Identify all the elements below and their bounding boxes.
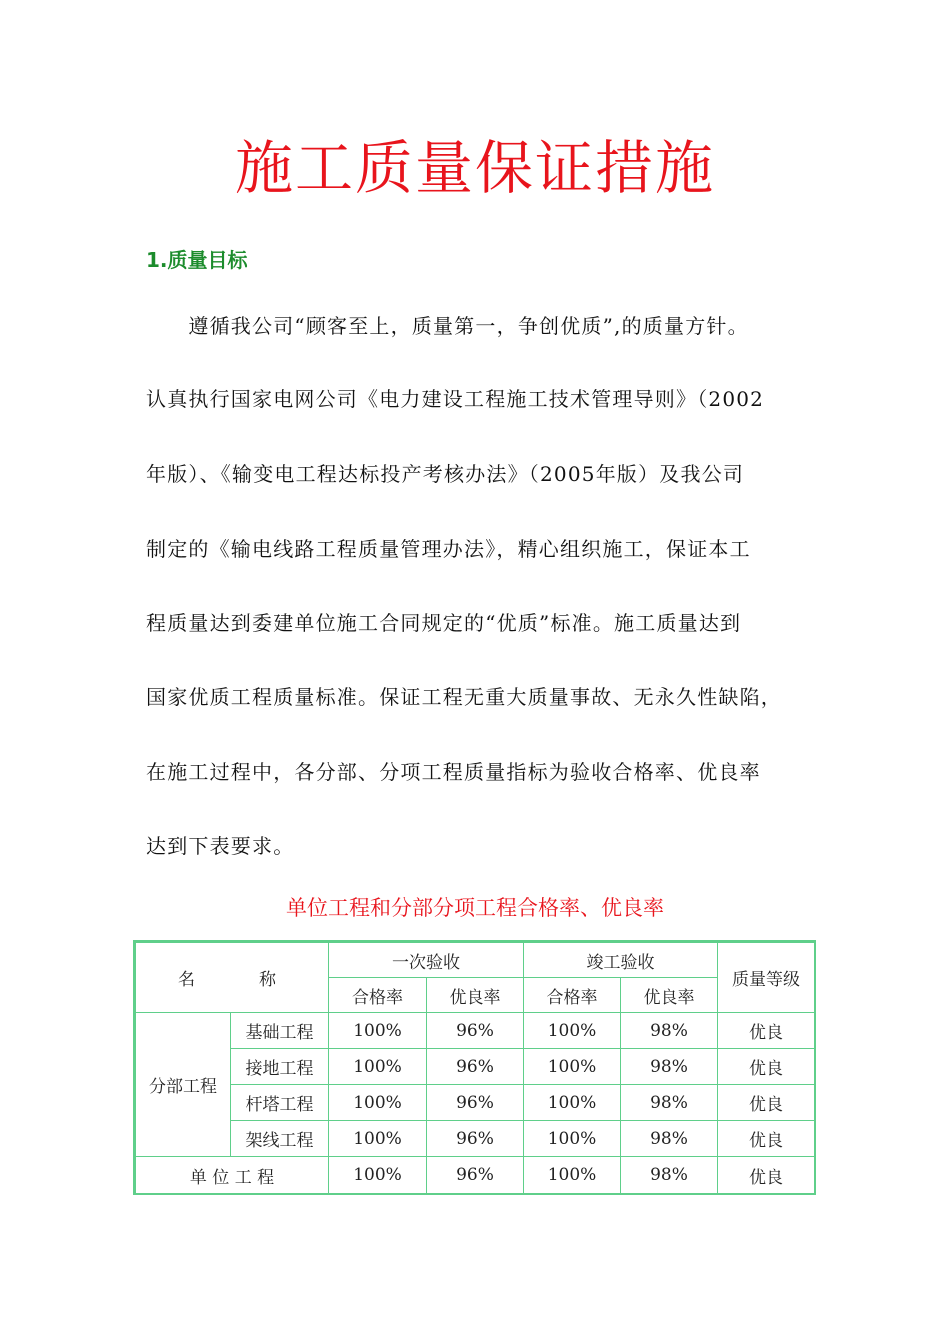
group-label: 分部工程 bbox=[136, 1013, 231, 1157]
row-name: 杆塔工程 bbox=[231, 1085, 329, 1121]
paragraph-line: 认真执行国家电网公司《电力建设工程施工技术管理导则》（2002 bbox=[146, 387, 765, 411]
table-row bbox=[136, 1085, 815, 1121]
paragraph-line: 程质量达到委建单位施工合同规定的“优质”标准。施工质量达到 bbox=[146, 611, 742, 635]
cell-grade: 优良 bbox=[718, 1085, 815, 1121]
unit-row-name: 单 位 工 程 bbox=[136, 1157, 329, 1194]
cell-grade: 优良 bbox=[718, 1157, 815, 1194]
table-row bbox=[136, 1049, 815, 1085]
row-name: 架线工程 bbox=[231, 1121, 329, 1157]
header-name: 名 称 bbox=[136, 943, 329, 1013]
header-first-inspection: 一次验收 bbox=[329, 943, 524, 978]
cell-grade: 优良 bbox=[718, 1121, 815, 1157]
section-heading: 1.质量目标 bbox=[146, 248, 248, 272]
cell-first-excellent: 96% bbox=[427, 1157, 524, 1194]
cell-final-excellent: 98% bbox=[621, 1085, 718, 1121]
cell-final-excellent: 98% bbox=[621, 1121, 718, 1157]
cell-first-excellent: 96% bbox=[427, 1085, 524, 1121]
quality-table bbox=[133, 940, 816, 1195]
header-grade: 质量等级 bbox=[718, 943, 815, 1013]
paragraph-line: 遵循我公司“顾客至上，质量第一，争创优质”,的质量方针。 bbox=[146, 314, 749, 338]
table-row bbox=[136, 1121, 815, 1157]
cell-final-pass: 100% bbox=[524, 1157, 621, 1194]
paragraph-line: 年版）、《输变电工程达标投产考核办法》（2005年版）及我公司 bbox=[146, 462, 745, 486]
header-final-inspection: 竣工验收 bbox=[524, 943, 718, 978]
cell-final-pass: 100% bbox=[524, 1121, 621, 1157]
cell-final-pass: 100% bbox=[524, 1085, 621, 1121]
paragraph-line: 制定的《输电线路工程质量管理办法》，精心组织施工，保证本工 bbox=[146, 537, 751, 561]
cell-final-pass: 100% bbox=[524, 1049, 621, 1085]
cell-first-pass: 100% bbox=[329, 1049, 427, 1085]
cell-first-pass: 100% bbox=[329, 1157, 427, 1194]
header-pass-rate: 合格率 bbox=[524, 978, 621, 1013]
paragraph-line: 国家优质工程质量标准。保证工程无重大质量事故、无永久性缺陷， bbox=[146, 685, 782, 709]
cell-grade: 优良 bbox=[718, 1049, 815, 1085]
table-row bbox=[136, 1013, 815, 1049]
cell-final-pass: 100% bbox=[524, 1013, 621, 1049]
cell-first-pass: 100% bbox=[329, 1085, 427, 1121]
cell-final-excellent: 98% bbox=[621, 1157, 718, 1194]
table-caption: 单位工程和分部分项工程合格率、优良率 bbox=[286, 896, 664, 920]
header-excellent-rate: 优良率 bbox=[621, 978, 718, 1013]
paragraph-line: 在施工过程中，各分部、分项工程质量指标为验收合格率、优良率 bbox=[146, 760, 761, 784]
table-row bbox=[136, 1157, 815, 1194]
cell-first-excellent: 96% bbox=[427, 1121, 524, 1157]
cell-first-pass: 100% bbox=[329, 1121, 427, 1157]
row-name: 基础工程 bbox=[231, 1013, 329, 1049]
cell-final-excellent: 98% bbox=[621, 1049, 718, 1085]
cell-first-pass: 100% bbox=[329, 1013, 427, 1049]
header-pass-rate: 合格率 bbox=[329, 978, 427, 1013]
cell-first-excellent: 96% bbox=[427, 1013, 524, 1049]
cell-grade: 优良 bbox=[718, 1013, 815, 1049]
page-title: 施工质量保证措施 bbox=[234, 134, 715, 202]
row-name: 接地工程 bbox=[231, 1049, 329, 1085]
header-excellent-rate: 优良率 bbox=[427, 978, 524, 1013]
paragraph-line: 达到下表要求。 bbox=[146, 834, 295, 858]
cell-final-excellent: 98% bbox=[621, 1013, 718, 1049]
cell-first-excellent: 96% bbox=[427, 1049, 524, 1085]
